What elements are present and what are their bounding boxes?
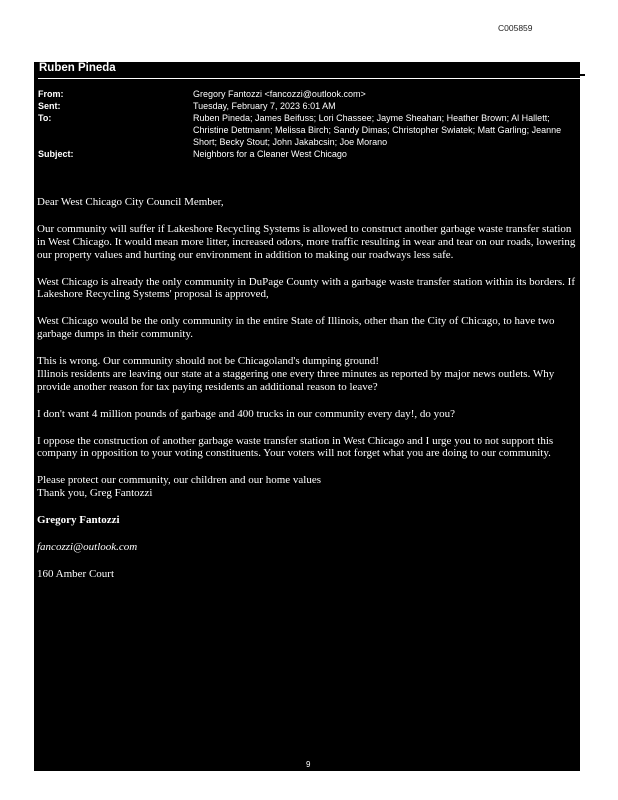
email-body xyxy=(37,196,581,595)
paragraph-trucks: I don't want 4 million pounds of garbage and 400 trucks in our community every day!, do you? xyxy=(37,407,456,420)
closing-thanks: Thank you, Greg Fantozzi xyxy=(37,487,153,500)
to-label: To: xyxy=(38,113,52,123)
sent-row xyxy=(38,100,576,112)
paragraph-dupage: West Chicago is already the only community in DuPage County with a garbage waste transfer station within its borders. If Lakeshore Recycling Systems' proposal is approved, xyxy=(37,275,575,301)
dumping-ground-line: This is wrong. Our community should not be Chicagoland's dumping ground! xyxy=(37,355,380,368)
signature-name: Gregory Fantozzi xyxy=(37,514,120,527)
closing-plea: Please protect our community, our children and our home values xyxy=(37,474,321,487)
residents-leaving-line: Illinois residents are leaving our state at a staggering one every three minutes as reported by major news outlets. Why provide another reason for tax paying residents an additional reason to leave? xyxy=(37,367,555,393)
paragraph-oppose: I oppose the construction of another garbage waste transfer station in West Chicago and I urge you to not support this company in opposition to your voting constituents. Your voters will not forget what you are doing to our community. xyxy=(37,434,554,460)
greeting: Dear West Chicago City Council Member, xyxy=(37,196,224,208)
email-page xyxy=(34,62,580,771)
from-value: Gregory Fantozzi <fancozzi@outlook.com> xyxy=(193,89,366,99)
signature-email: fancozzi@outlook.com xyxy=(37,541,138,554)
to-value: Ruben Pineda; James Beifuss; Lori Chassee; Jayme Sheahan; Heather Brown; Al Hallett; Christine Dettmann; Melissa Birch; Sandy Dimas; Christopher Swiatek; Matt Garling; Jeanne Short; Becky Stout; John Jakabcsin; Joe Morano xyxy=(193,113,562,147)
header-divider xyxy=(38,78,580,79)
bates-number: C005859 xyxy=(498,23,533,33)
paragraph-dumping-ground xyxy=(37,355,581,393)
from-label: From: xyxy=(38,89,64,99)
paragraph-impact: Our community will suffer if Lakeshore Recycling Systems is allowed to construct another garbage waste transfer station in West Chicago. It would mean more litter, increased odors, more traffic resulting in wear and tear on our roads, lowering our property values and hurting our environment in addition to making our roadways less safe. xyxy=(37,222,576,261)
sent-value: Tuesday, February 7, 2023 6:01 AM xyxy=(193,101,336,111)
mailbox-owner-name: Ruben Pineda xyxy=(39,62,116,74)
subject-label: Subject: xyxy=(38,149,74,159)
subject-row xyxy=(38,148,576,160)
margin-mark xyxy=(580,74,585,76)
paragraph-illinois: West Chicago would be the only community in the entire State of Illinois, other than the City of Chicago, to have two garbage dumps in their community. xyxy=(37,315,555,341)
signature-address: 160 Amber Court xyxy=(37,568,114,581)
to-row xyxy=(38,112,576,148)
paragraph-closing xyxy=(37,474,581,500)
email-header xyxy=(38,88,576,160)
subject-value: Neighbors for a Cleaner West Chicago xyxy=(193,149,347,159)
from-row xyxy=(38,88,576,100)
sent-label: Sent: xyxy=(38,101,61,111)
page-number: 9 xyxy=(306,760,311,769)
